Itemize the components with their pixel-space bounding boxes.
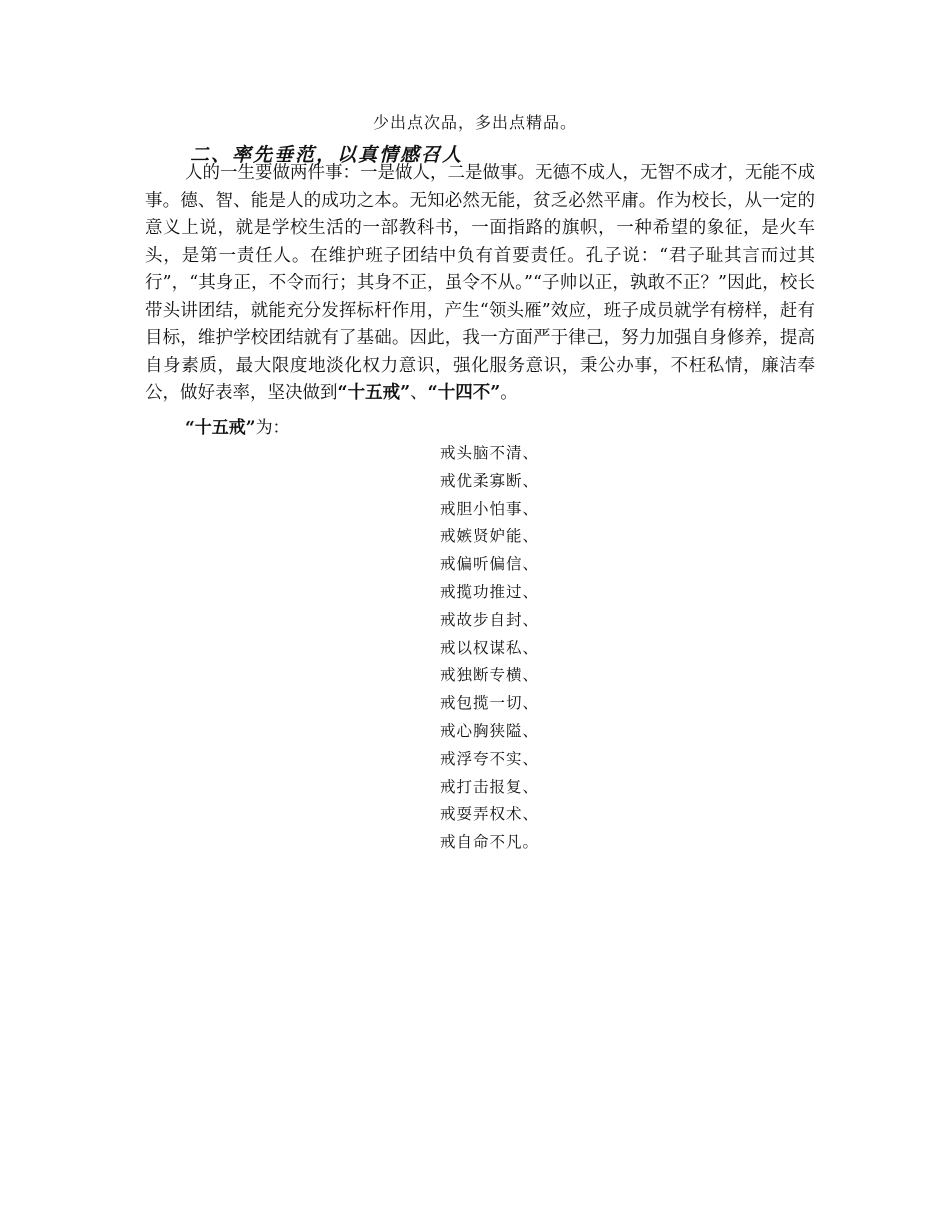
list-intro-rest: 为： [255, 418, 290, 438]
section-heading: 二、率先垂范，以真情感召人 [190, 144, 464, 166]
list-item: 戒揽功推过、 [440, 582, 540, 601]
list-item: 戒浮夸不实、 [440, 749, 540, 768]
paragraph-bold-term-1: “十五戒” [337, 383, 411, 403]
list-item: 戒耍弄权术、 [440, 805, 540, 824]
body-paragraph [145, 160, 815, 408]
list-item: 戒头脑不清、 [440, 444, 540, 462]
list-item: 戒胆小怕事、 [440, 499, 540, 518]
list-item: 戒嫉贤妒能、 [440, 527, 540, 546]
list-item: 戒心胸狭隘、 [440, 721, 540, 740]
list-item: 戒自命不凡。 [440, 833, 540, 852]
list-item: 戒故步自封、 [440, 610, 540, 629]
list-intro [185, 413, 290, 438]
paragraph-separator: 、 [410, 383, 428, 403]
paragraph-bold-term-2: “十四不” [427, 383, 501, 403]
paragraph-end: 。 [500, 383, 518, 403]
list-item: 戒独断专横、 [440, 666, 540, 685]
list-intro-bold: “十五戒” [185, 418, 256, 438]
list-item: 戒打击报复、 [440, 777, 540, 796]
list-item: 戒优柔寡断、 [440, 471, 540, 490]
rules-list [440, 440, 539, 857]
list-item: 戒以权谋私、 [440, 638, 540, 657]
list-item: 戒包揽一切、 [440, 694, 540, 713]
paragraph-text: 人的一生要做两件事：一是做人，二是做事。无德不成人，无智不成才，无能不成事。德、智、能是人的成功之本。无知必然无能，贫乏必然平庸。作为校长，从一定的意义上说，就是学校生活的一部教科书，一面指路的旗帜，一种希望的象征，是火车头，是第一责任人。在维护班子团结中负有首要责任。孔子说：“君子耻其言而过其行”，“其身正，不令而行；其身不正，虽令不从。”“子帅以正，孰敢不正？”因此，校长带头讲团结，就能充分发挥标杆作用，产生“领头雁”效应，班子成员就学有榜样，赶有目标，维护学校团结就有了基础。因此，我一方面严于律己，努力加强自身修养，提高自身素质，最大限度地淡化权力意识，强化服务意识，秉公办事，不枉私情，廉洁奉公，做好表率，坚决做到 [145, 163, 815, 403]
list-item: 戒偏听偏信、 [440, 555, 540, 574]
top-line: 少出点次品，多出点精品。 [372, 113, 577, 132]
